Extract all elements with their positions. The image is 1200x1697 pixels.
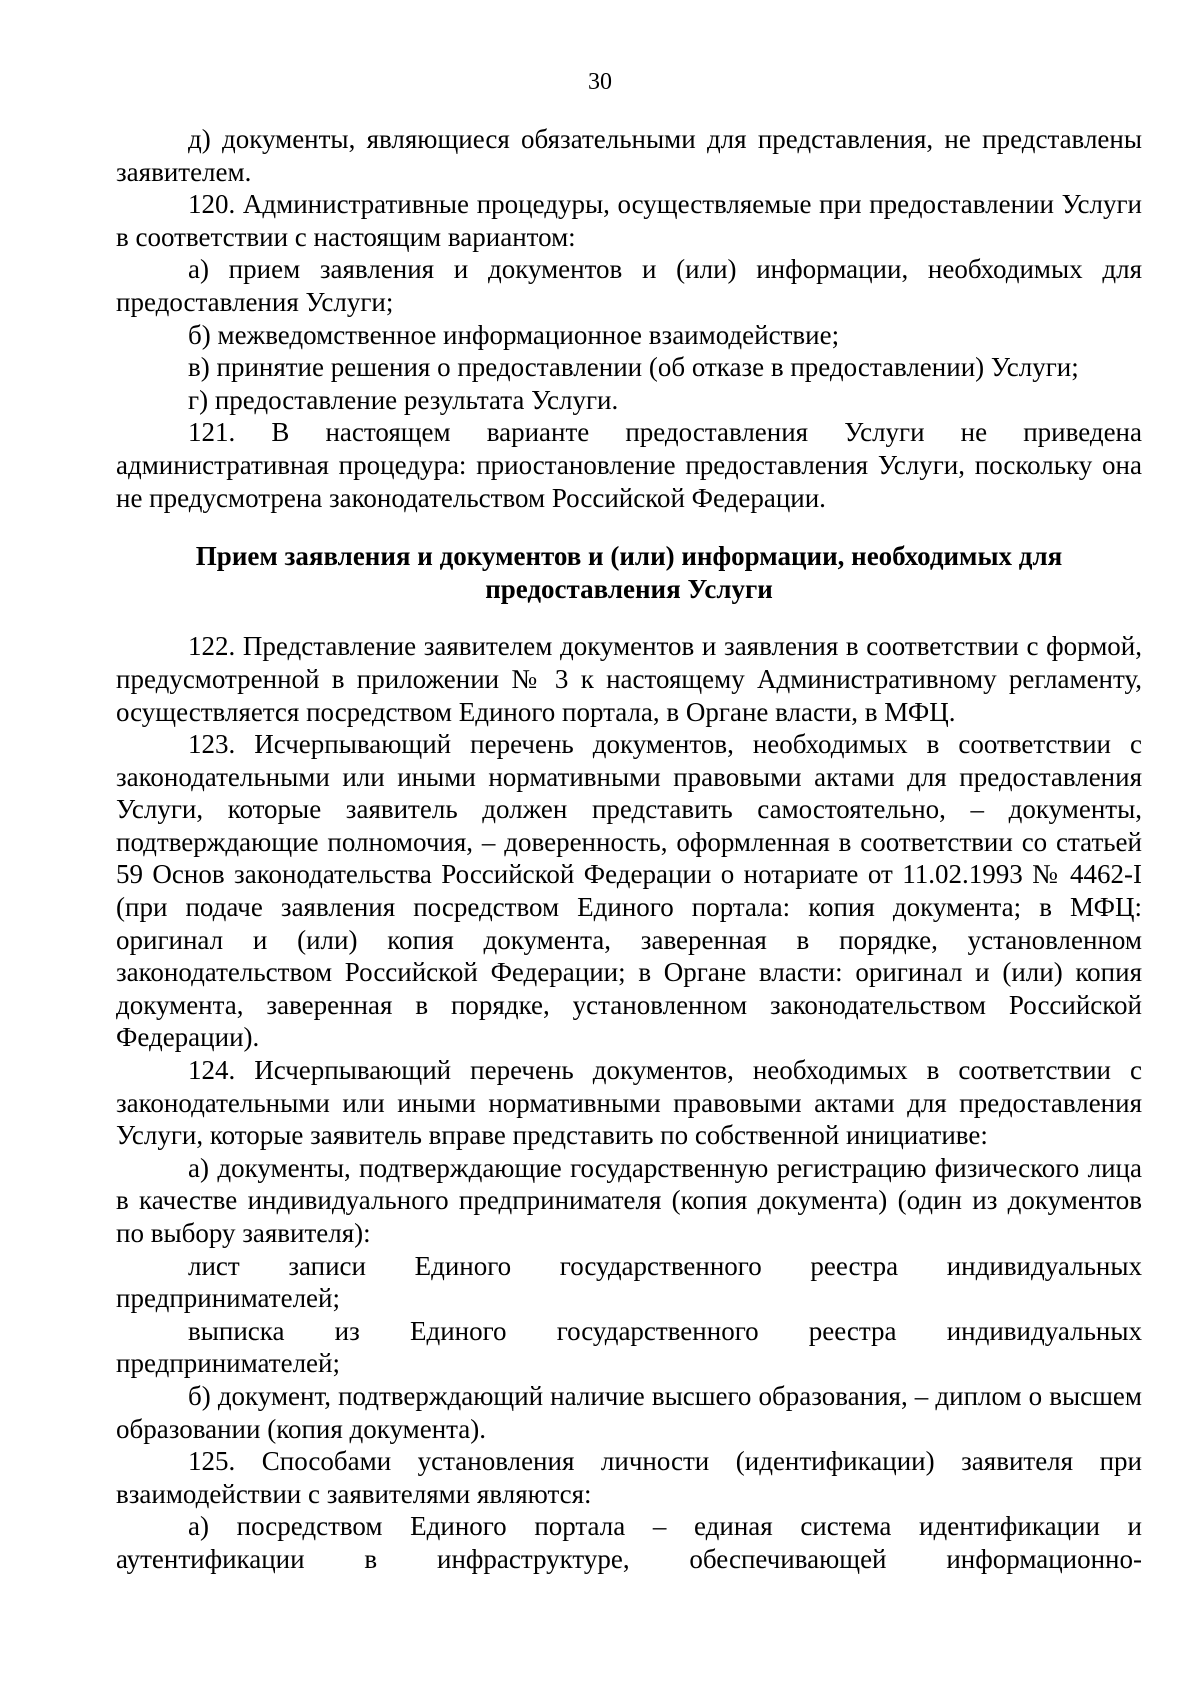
paragraph-120-a: а) прием заявления и документов и (или) информации, необходимых для предоставления Услуги; xyxy=(116,254,1142,317)
paragraph-list-record: лист записи Единого государственного реестра индивидуальных предпринимателей; xyxy=(116,1250,1142,1314)
paragraph-124-b: б) документ, подтверждающий наличие высшего образования, – диплом о высшем образовании (копия документа). xyxy=(116,1380,1142,1444)
paragraph-125-a: а) посредством Единого портала – единая система идентификации и аутентификации в инфраструктуре, обеспечивающей информационно- xyxy=(116,1511,1142,1574)
paragraph-122: 122. Представление заявителем документов и заявления в соответствии с формой, предусмотренной в приложении № 3 к настоящему Административному регламенту, осуществляется посредством Единого портала, в Органе власти, в МФЦ. xyxy=(116,631,1142,727)
document-body xyxy=(116,123,1142,1576)
paragraph-120: 120. Административные процедуры, осуществляемые при предоставлении Услуги в соответствии с настоящим вариантом: xyxy=(116,189,1142,252)
paragraph-125: 125. Способами установления личности (идентификации) заявителя при взаимодействии с заявителями являются: xyxy=(116,1446,1142,1509)
page-number: 30 xyxy=(588,69,612,95)
paragraph-123: 123. Исчерпывающий перечень документов, необходимых в соответствии с законодательными или иными нормативными правовыми актами для предоставления Услуги, которые заявитель должен представить самостоятельно, – документы, подтверждающие полномочия, – доверенность, оформленная в соответствии со статьей 59 Основ законодательства Российской Федерации о нотариате от 11.02.1993 № 4462-I (при подаче заявления посредством Единого портала: копия документа; в МФЦ: оригинал и (или) копия документа, заверенная в порядке, установленном законодательством Российской Федерации; в Органе власти: оригинал и (или) копия документа, заверенная в порядке, установленном законодательством Российской Федерации). xyxy=(116,729,1142,1053)
paragraph-121: 121. В настоящем варианте предоставления Услуги не приведена административная процедура: приостановление предоставления Услуги, поскольку она не предусмотрена законодательством Российской Федерации. xyxy=(116,417,1142,513)
paragraph-120-b: б) межведомственное информационное взаимодействие; xyxy=(188,319,840,350)
paragraph-120-v: в) принятие решения о предоставлении (об отказе в предоставлении) Услуги; xyxy=(188,352,1079,383)
paragraph-item-d: д) документы, являющиеся обязательными для представления, не представлены заявителем. xyxy=(116,124,1142,187)
paragraph-extract: выписка из Единого государственного реестра индивидуальных предпринимателей; xyxy=(116,1315,1142,1379)
section-heading: Прием заявления и документов и (или) информации, необходимых для предоставления Услуги xyxy=(195,541,1063,604)
paragraph-124-a: а) документы, подтверждающие государственную регистрацию физического лица в качестве индивидуального предпринимателя (копия документа) (один из документов по выбору заявителя): xyxy=(116,1152,1142,1248)
paragraph-124: 124. Исчерпывающий перечень документов, необходимых в соответствии с законодательными или иными нормативными правовыми актами для предоставления Услуги, которые заявитель вправе представить по собственной инициативе: xyxy=(116,1055,1142,1151)
paragraph-120-g: г) предоставление результата Услуги. xyxy=(188,384,619,415)
